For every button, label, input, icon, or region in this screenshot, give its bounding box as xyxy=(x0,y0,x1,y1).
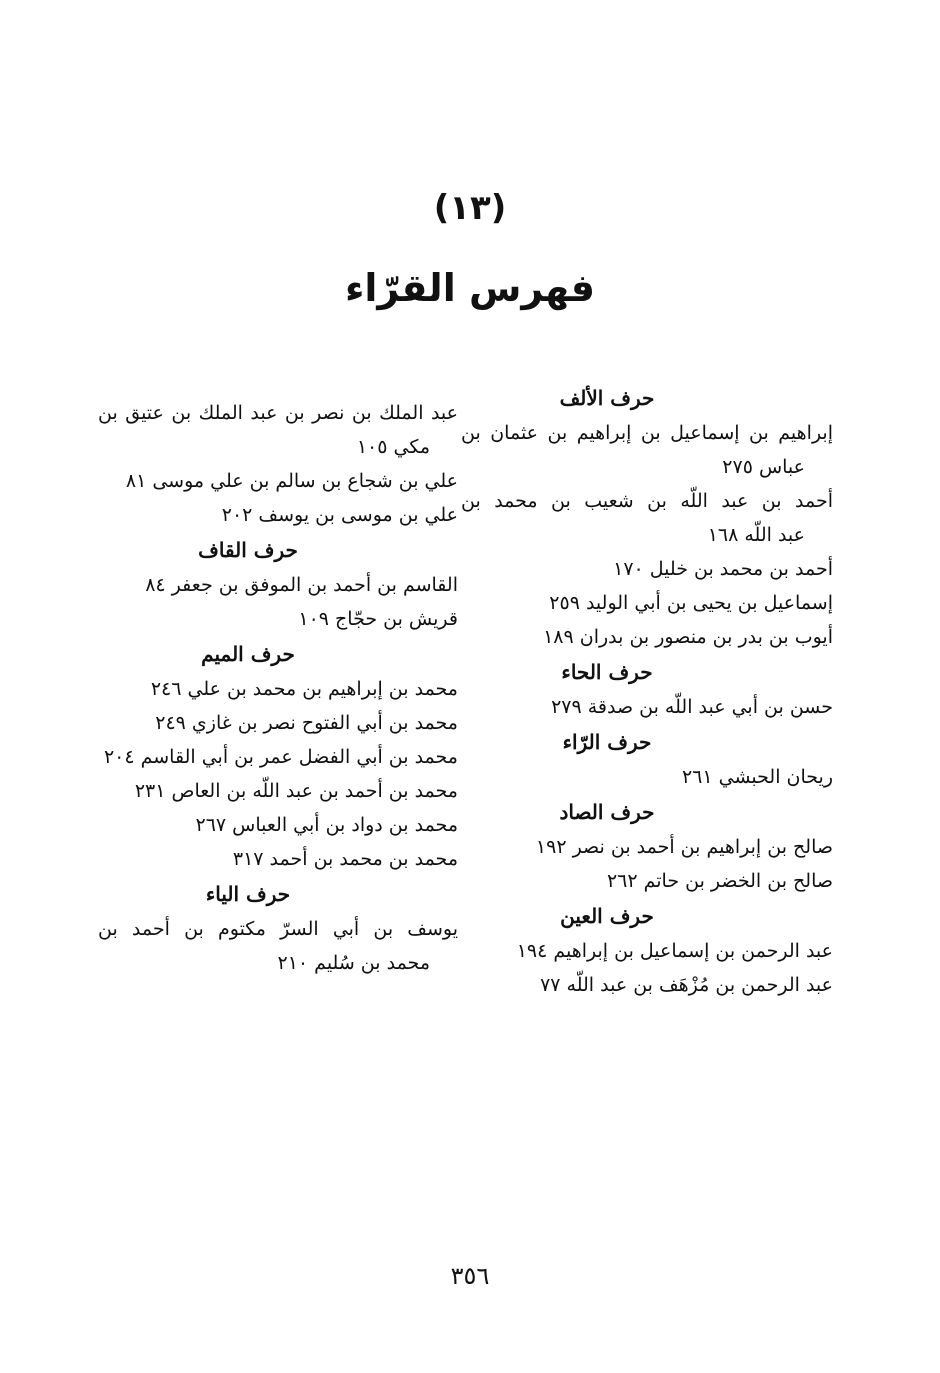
index-entry: محمد بن أبي الفضل عمر بن أبي القاسم ٢٠٤ xyxy=(103,746,458,768)
section-heading-ain: حرف العين xyxy=(560,904,654,928)
index-entry: محمد بن أبي الفتوح نصر بن غازي ٢٤٩ xyxy=(155,712,458,734)
section-heading-qaf: حرف القاف xyxy=(198,538,298,562)
index-entry: إسماعيل بن يحيى بن أبي الوليد ٢٥٩ xyxy=(549,592,833,614)
index-column-right xyxy=(461,380,833,1002)
index-entry: محمد بن إبراهيم بن محمد بن علي ٢٤٦ xyxy=(150,678,458,700)
index-entry: عبد الرحمن بن إسماعيل بن إبراهيم ١٩٤ xyxy=(516,940,833,962)
index-entry: أحمد بن محمد بن خليل ١٧٠ xyxy=(613,558,833,580)
index-entry xyxy=(98,396,458,430)
index-entry-continuation xyxy=(461,450,833,484)
index-column-left xyxy=(98,396,458,980)
index-entry xyxy=(461,484,833,518)
index-entry: قريش بن حجّاج ١٠٩ xyxy=(298,608,458,630)
index-entry: محمد بن محمد بن أحمد ٣١٧ xyxy=(232,848,458,870)
entry-text: مكي ١٠٥ xyxy=(356,436,430,458)
index-entry xyxy=(461,416,833,450)
index-entry xyxy=(98,912,458,946)
entry-text: عبد اللّه ١٦٨ xyxy=(707,524,805,546)
entry-text: أحمد بن عبد اللّه بن شعيب بن محمد بن xyxy=(461,490,833,512)
index-entry-continuation xyxy=(461,518,833,552)
index-entry: عبد الرحمن بن مُزْهَف بن عبد اللّه ٧٧ xyxy=(540,974,833,996)
section-heading-ra: حرف الرّاء xyxy=(562,730,652,754)
entry-text: عبد الملك بن نصر بن عبد الملك بن عتيق بن xyxy=(98,402,458,424)
index-entry: حسن بن أبي عبد اللّه بن صدقة ٢٧٩ xyxy=(551,696,833,718)
chapter-title: فهرس القرّاء xyxy=(344,266,595,310)
index-entry: ريحان الحبشي ٢٦١ xyxy=(681,766,833,788)
entry-text: عباس ٢٧٥ xyxy=(722,456,805,478)
index-entry-continuation xyxy=(98,946,458,980)
page-number: ٣٥٦ xyxy=(450,1262,490,1290)
section-heading-alif: حرف الألف xyxy=(559,386,655,410)
index-entry: محمد بن دواد بن أبي العباس ٢٦٧ xyxy=(195,814,458,836)
index-entry: علي بن موسى بن يوسف ٢٠٢ xyxy=(221,504,458,526)
index-entry: صالح بن الخضر بن حاتم ٢٦٢ xyxy=(606,870,833,892)
chapter-number: (١٣) xyxy=(433,188,507,228)
index-entry: علي بن شجاع بن سالم بن علي موسى ٨١ xyxy=(125,470,458,492)
index-entry: محمد بن أحمد بن عبد اللّه بن العاص ٢٣١ xyxy=(134,780,458,802)
index-entry-continuation xyxy=(98,430,458,464)
section-heading-mim: حرف الميم xyxy=(201,642,295,666)
section-heading-sad: حرف الصاد xyxy=(559,800,655,824)
entry-text: يوسف بن أبي السرّ مكتوم بن أحمد بن xyxy=(98,918,458,940)
index-entry: القاسم بن أحمد بن الموفق بن جعفر ٨٤ xyxy=(145,574,458,596)
index-entry: صالح بن إبراهيم بن أحمد بن نصر ١٩٢ xyxy=(535,836,833,858)
section-heading-ya: حرف الياء xyxy=(205,882,291,906)
entry-text: محمد بن سُليم ٢١٠ xyxy=(277,952,430,974)
entry-text: إبراهيم بن إسماعيل بن إبراهيم بن عثمان بن xyxy=(461,422,833,444)
section-heading-ha: حرف الحاء xyxy=(561,660,653,684)
index-entry: أيوب بن بدر بن منصور بن بدران ١٨٩ xyxy=(543,626,833,648)
